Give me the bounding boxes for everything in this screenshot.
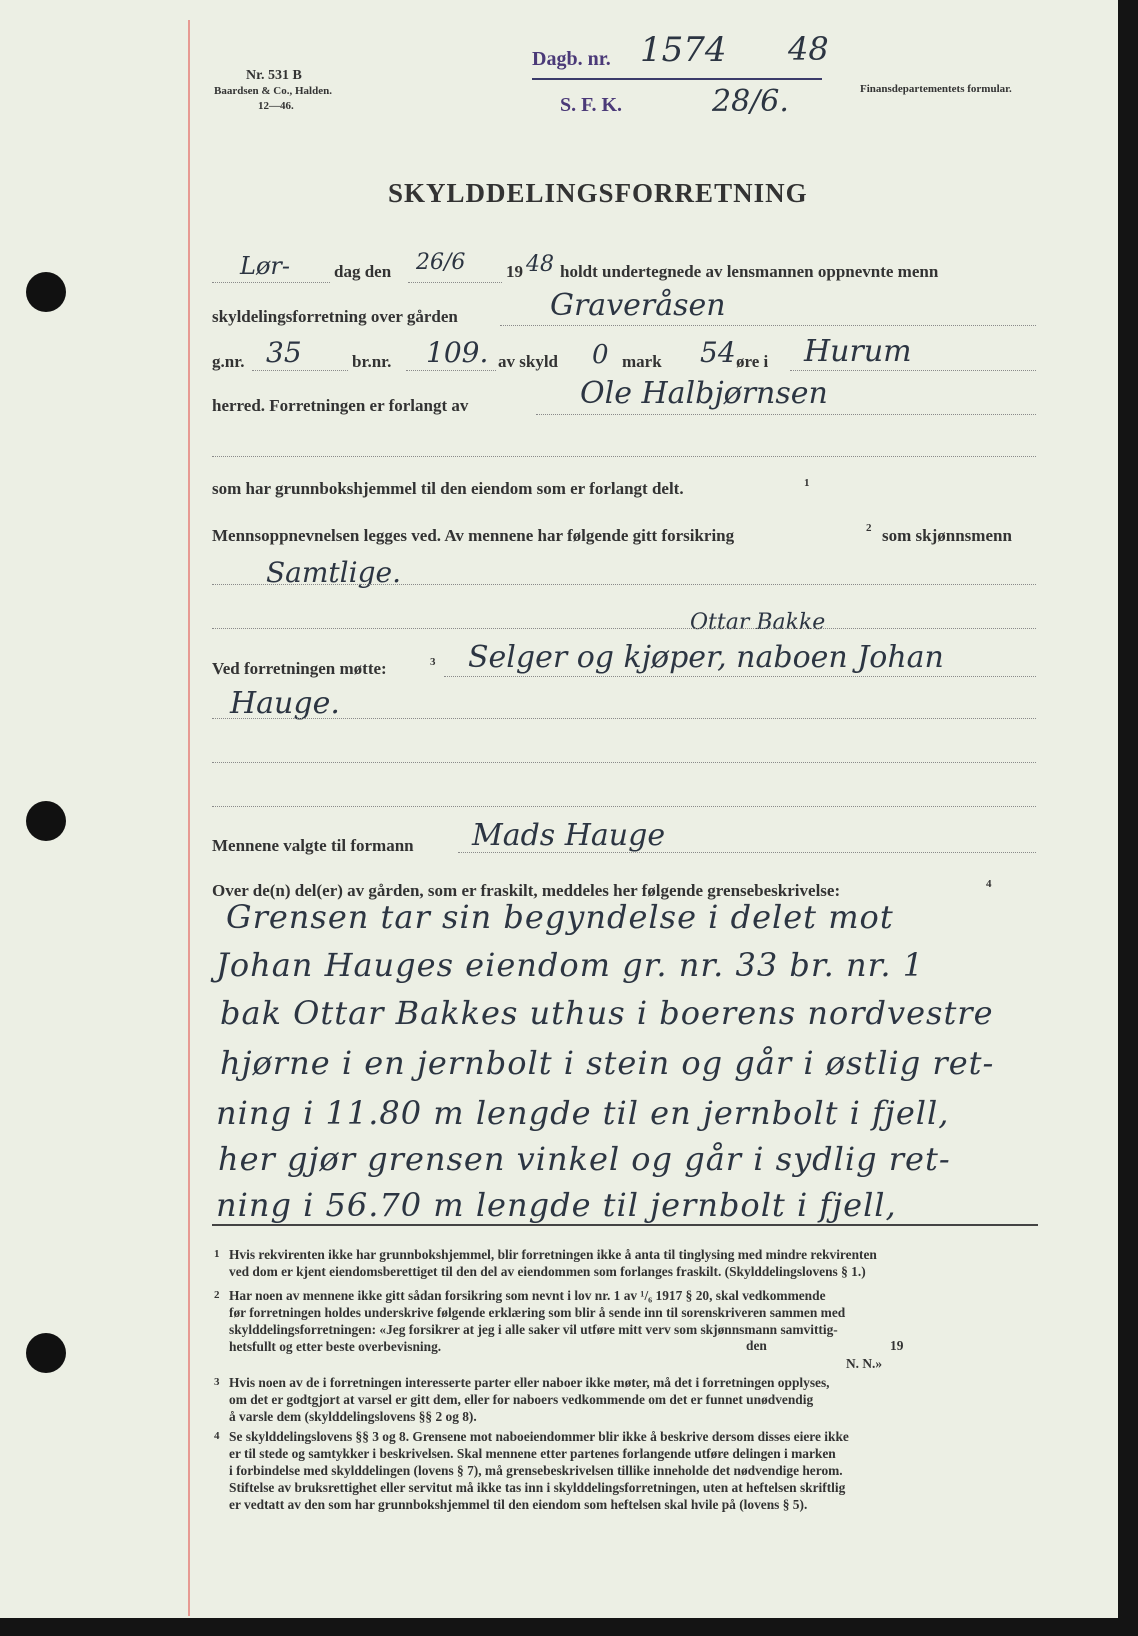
mark-label: mark <box>622 352 662 371</box>
grunnbok-text: som har grunnbokshjemmel til den eiendom som er forlangt delt. <box>212 479 684 498</box>
stamp-underline <box>532 78 822 80</box>
date-line <box>408 282 502 283</box>
brnr-label: br.nr. <box>352 352 392 371</box>
attendance-label: Ved forretningen møtte: <box>212 659 387 678</box>
footnote <box>214 1287 1034 1355</box>
stamp-date: 28/6. <box>712 84 789 119</box>
journal-stamp-label: Dagb. nr. <box>532 48 611 70</box>
office-stamp: S. F. K. <box>560 94 623 116</box>
footnote-year-label: 19 <box>890 1338 904 1353</box>
gnr-value: 35 <box>266 336 302 369</box>
punch-hole <box>26 1333 66 1373</box>
request-label: herred. Forretningen er forlangt av <box>212 396 469 415</box>
attendance-line <box>444 676 1036 677</box>
footnote-text: Har noen av mennene ikke gitt sådan forsikring som nevnt i lov nr. 1 av ¹/₆ 1917 § 20, skal vedkommende før forretningen holdes underskrive følgende erklæring som blir å sende inn til sorenskriveren sammen med skylddelingsforretningen: «Jeg forsikrer at jeg i alle saker vil utføre mitt verv som skjønnsmann samvittig- hetsfullt og etter beste overbevisning. <box>229 1288 846 1354</box>
oath-line <box>212 584 1036 585</box>
boundary-line: Johan Hauges eiendom gr. nr. 33 br. nr. 1 <box>216 946 925 984</box>
farm-value: Graveråsen <box>550 288 726 323</box>
oath-text: Mennsoppnevnelsen legges ved. Av mennene har følgende gitt forsikring <box>212 526 735 545</box>
farm-line <box>500 325 1036 326</box>
date-value: 26/6 <box>416 250 466 275</box>
chairman-value: Mads Hauge <box>472 818 666 853</box>
footnote-number: 2 <box>214 1289 220 1301</box>
boundary-line: bak Ottar Bakkes uthus i boerens nordvestre <box>220 994 994 1032</box>
footnote-text: Hvis rekvirenten ikke har grunnbokshjemmel, blir forretningen ikke å anta til tinglysing med mindre rekvirenten ved dom er kjent eiendomsberettiget til den del av eiendommen som forlanges fraskilt. (Skylddelingslovens § 1.) <box>229 1247 877 1279</box>
mark-value: 0 <box>592 340 609 370</box>
requester-line <box>536 414 1036 415</box>
footnote-ref-1: 1 <box>804 477 810 489</box>
gnr-label: g.nr. <box>212 352 245 371</box>
year-prefix: 19 <box>506 262 523 281</box>
journal-year: 48 <box>788 30 829 68</box>
printer-name: Baardsen & Co., Halden. <box>214 85 332 97</box>
farm-label: skyldelingsforretning over gården <box>212 307 458 326</box>
brnr-line <box>406 370 496 371</box>
day-line <box>212 282 330 283</box>
requester-value: Ole Halbjørnsen <box>580 376 828 411</box>
footnote <box>214 1374 1034 1425</box>
margin-line <box>188 20 190 1616</box>
boundary-line: ning i 56.70 m lengde til jernbolt i fjell, <box>216 1186 897 1224</box>
oath-value: Samtlige. <box>266 556 401 589</box>
herred-line <box>790 370 1036 371</box>
boundary-line: Grensen tar sin begyndelse i delet mot <box>226 898 894 936</box>
boundary-label: Over de(n) del(er) av gården, som er fraskilt, meddeles her følgende grensebeskrivelse: <box>212 881 841 900</box>
ore-value: 54 <box>700 336 736 369</box>
boundary-line: hjørne i en jernbolt i stein og går i østlig ret- <box>220 1044 995 1082</box>
journal-number: 1574 <box>640 30 727 70</box>
oath-text-2: som skjønnsmenn <box>882 526 1012 545</box>
year-value: 48 <box>526 252 554 277</box>
form-number: Nr. 531 B <box>246 68 302 83</box>
footnote <box>214 1428 1034 1513</box>
form-owner: Finansdepartementets formular. <box>860 83 1012 95</box>
day-value: Lør- <box>240 252 290 280</box>
punch-hole <box>26 801 66 841</box>
gnr-line <box>252 370 348 371</box>
blank-line <box>212 762 1036 763</box>
inserted-name: Ottar Bakke <box>690 610 826 635</box>
skyld-label: av skyld <box>498 352 558 371</box>
blank-line <box>212 456 1036 457</box>
attendance-value-2: Hauge. <box>230 686 340 721</box>
footnote-number: 4 <box>214 1430 220 1442</box>
ore-label: øre i <box>736 352 769 371</box>
footnote <box>214 1246 1034 1280</box>
footnote-text: Se skylddelingslovens §§ 3 og 8. Grensene mot naboeiendommer blir ikke å beskrive dersom disses eiere ikke er til stede og samtykker i beskrivelsen. Skal mennene etter partenes forlangende utføre delingen i marken i forbindelse med skylddelingen (lovens § 7), må grensebeskrivelsen tillike inneholde det nødvendige herom. Stiftelse av bruksrettighet eller servitut må ikke tas inn i skylddelingsforretningen, uten at heftelsen skriftlig er vedtatt av den som har grunnbokshjemmel til den eiendom som heftelsen skal hvile på (lovens § 5). <box>229 1429 849 1512</box>
page-title: SKYLDDELINGSFORRETNING <box>388 178 808 208</box>
footnote-ref-2: 2 <box>866 522 872 534</box>
punch-hole <box>26 272 66 312</box>
footnote-ref-3: 3 <box>430 656 436 668</box>
footnote-text: Hvis noen av de i forretningen interesserte parter eller naboer ikke møter, må det i forretningen opplyses, om det er godtgjort at varsel er gitt dem, eller for naboers vedkommende om det er funnet unødvendig å varsle dem (skylddelingslovens §§ 2 og 8). <box>229 1375 830 1424</box>
print-date: 12—46. <box>258 100 294 112</box>
brnr-value: 109. <box>426 336 489 369</box>
boundary-line: ning i 11.80 m lengde til en jernbolt i fjell, <box>216 1094 950 1132</box>
footnote-number: 3 <box>214 1376 220 1388</box>
footnote-divider <box>212 1224 1038 1226</box>
blank-line <box>212 806 1036 807</box>
attendance-value: Selger og kjøper, naboen Johan <box>468 640 944 675</box>
boundary-line: her gjør grensen vinkel og går i sydlig ret- <box>218 1140 951 1178</box>
footnote-ref-4: 4 <box>986 878 992 890</box>
blank-line <box>212 628 1036 629</box>
herred-value: Hurum <box>804 334 912 369</box>
footnote-signature: N. N.» <box>846 1356 883 1371</box>
chairman-label: Mennene valgte til formann <box>212 836 414 855</box>
day-label: dag den <box>334 262 392 281</box>
attendance-line-2 <box>212 718 1036 719</box>
appointed-men-text: holdt undertegnede av lensmannen oppnevnte menn <box>560 262 939 281</box>
footnote-number: 1 <box>214 1248 220 1260</box>
footnote-date-label: den <box>746 1338 767 1353</box>
chairman-line <box>458 852 1036 853</box>
